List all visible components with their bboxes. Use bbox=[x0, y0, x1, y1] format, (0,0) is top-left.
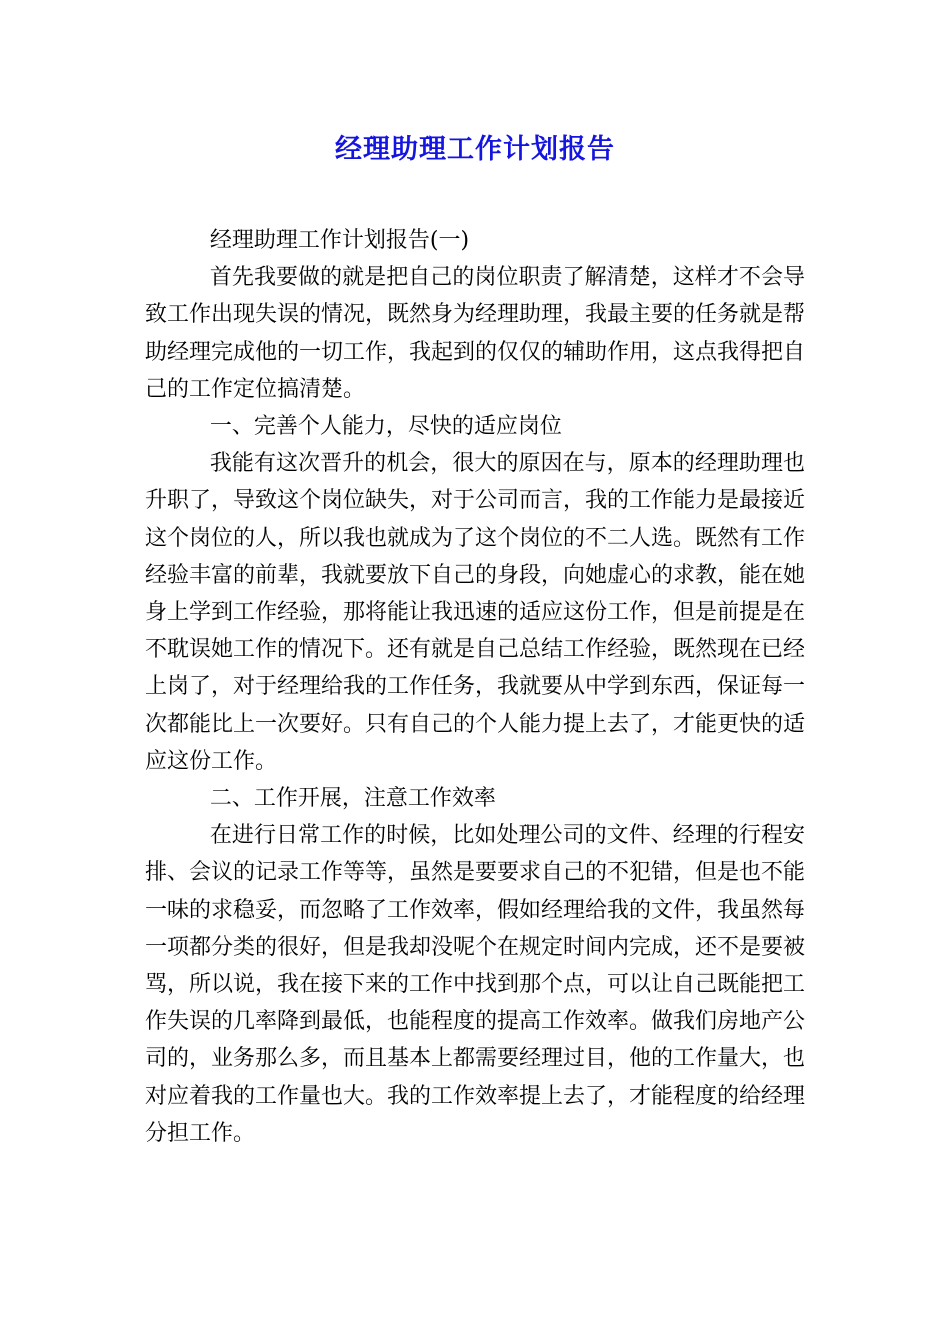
document-body bbox=[145, 222, 805, 1152]
paragraph-subtitle: 经理助理工作计划报告(一) bbox=[209, 228, 470, 253]
section-heading-2: 二、工作开展，注意工作效率 bbox=[209, 786, 496, 812]
paragraph-section-2: 在进行日常工作的时候，比如处理公司的文件、经理的行程安排、会议的记录工作等等，虽然是要要求自己的不犯错，但是也不能一味的求稳妥，而忽略了工作效率，假如经理给我的文件，我虽然每一项都分类的很好，但是我却没呢个在规定时间内完成，还不是要被骂，所以说，我在接下来的工作中找到那个点，可以让自己既能把工作失误的几率降到最低，也能程度的提高工作效率。做我们房地产公司的，业务那么多，而且基本上都需要经理过目，他的工作量大，也对应着我的工作量也大。我的工作效率提上去了，才能程度的给经理分担工作。 bbox=[145, 823, 806, 1146]
section-heading-1: 一、完善个人能力，尽快的适应岗位 bbox=[209, 414, 562, 440]
paragraph-intro: 首先我要做的就是把自己的岗位职责了解清楚，这样才不会导致工作出现失误的情况，既然身为经理助理，我最主要的任务就是帮助经理完成他的一切工作，我起到的仅仅的辅助作用，这点我得把自己的工作定位搞清楚。 bbox=[145, 265, 806, 402]
paragraph-section-1: 我能有这次晋升的机会，很大的原因在与，原本的经理助理也升职了，导致这个岗位缺失，对于公司而言，我的工作能力是最接近这个岗位的人，所以我也就成为了这个岗位的不二人选。既然有工作经验丰富的前辈，我就要放下自己的身段，向她虚心的求教，能在她身上学到工作经验，那将能让我迅速的适应这份工作，但是前提是在不耽误她工作的情况下。还有就是自己总结工作经验，既然现在已经上岗了，对于经理给我的工作任务，我就要从中学到东西，保证每一次都能比上一次要好。只有自己的个人能力提上去了，才能更快的适应这份工作。 bbox=[145, 451, 806, 774]
document-title: 经理助理工作计划报告 bbox=[335, 134, 615, 165]
